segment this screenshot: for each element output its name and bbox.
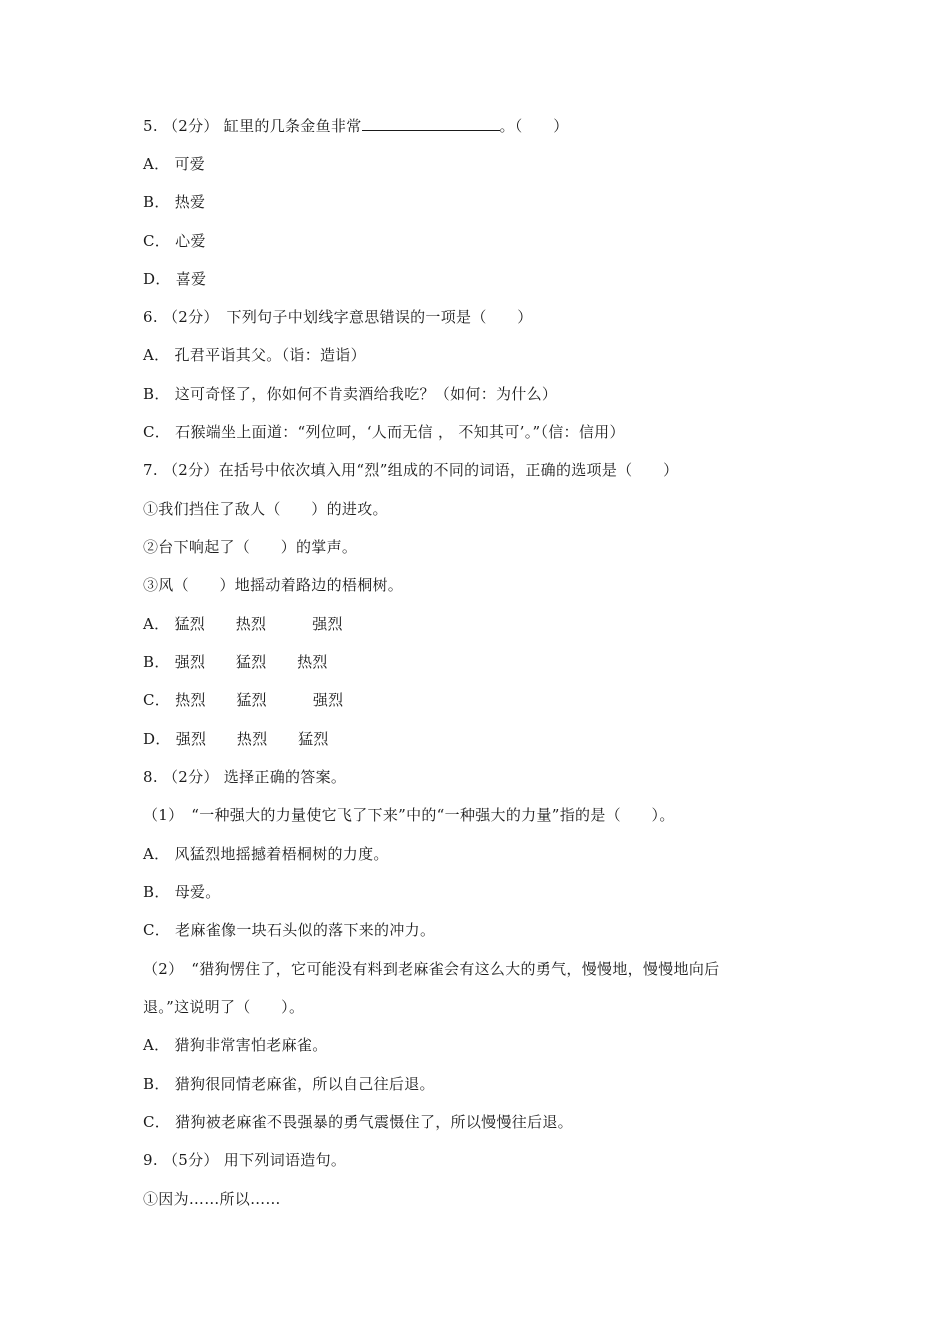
question-8-sub1-option-a: A． 风猛烈地摇撼着梧桐树的力度。 [143,845,389,863]
question-8-sub2-stem-line2: 退。”这说明了（ ）。 [143,998,305,1016]
question-9-stem: 9. （5分） 用下列词语造句。 [143,1151,347,1169]
question-6-option-a: A． 孔君平诣其父。（诣：造诣） [143,346,366,364]
question-5-option-a: A． 可爱 [143,155,206,173]
question-7-sentence-2: ②台下响起了（ ）的掌声。 [143,538,358,556]
question-8-sub2-stem-line1: （2） “猎狗愣住了，它可能没有料到老麻雀会有这么大的勇气，慢慢地，慢慢地向后 [143,960,720,978]
question-5-stem-text: 5. （2分） 缸里的几条金鱼非常 [143,117,362,135]
question-8-sub2-option-a: A． 猎狗非常害怕老麻雀。 [143,1036,328,1054]
question-7-option-a: A． 猛烈 热烈 强烈 [143,615,343,633]
question-8-sub1-option-b: B． 母爱。 [143,883,221,901]
question-8-sub1-stem: （1） “一种强大的力量使它飞了下来”中的“一种强大的力量”指的是（ ）。 [143,806,675,824]
question-5-stem [143,116,569,136]
question-7-option-d: D． 强烈 热烈 猛烈 [143,730,329,748]
question-8-stem: 8. （2分） 选择正确的答案。 [143,768,347,786]
question-6-stem: 6. （2分） 下列句子中划线字意思错误的一项是（ ） [143,308,533,326]
question-6-option-c: C． 石猴端坐上面道：“列位呵，‘人而无信 ， 不知其可’。”（信：信用） [143,423,625,441]
answer-blank [362,116,500,131]
question-7-option-b: B． 强烈 猛烈 热烈 [143,653,328,671]
question-5-option-c: C． 心爱 [143,232,206,250]
question-9-item-1: ①因为……所以…… [143,1190,281,1208]
question-6-option-b: B． 这可奇怪了，你如何不肯卖酒给我吃？（如何：为什么） [143,385,558,403]
question-7-sentence-3: ③风（ ）地摇动着路边的梧桐树。 [143,576,404,594]
question-5-option-d: D． 喜爱 [143,270,207,288]
question-7-option-c: C． 热烈 猛烈 强烈 [143,691,344,709]
question-5-stem-end: 。（ ） [499,117,569,135]
question-8-sub1-option-c: C． 老麻雀像一块石头似的落下来的冲力。 [143,921,436,939]
question-7-sentence-1: ①我们挡住了敌人（ ）的进攻。 [143,500,388,518]
question-5-option-b: B． 热爱 [143,193,206,211]
question-8-sub2-option-c: C． 猎狗被老麻雀不畏强暴的勇气震慑住了，所以慢慢往后退。 [143,1113,573,1131]
question-8-sub2-option-b: B． 猎狗很同情老麻雀，所以自己往后退。 [143,1075,435,1093]
question-7-stem: 7. （2分）在括号中依次填入用“烈”组成的不同的词语，正确的选项是（ ） [143,461,679,479]
